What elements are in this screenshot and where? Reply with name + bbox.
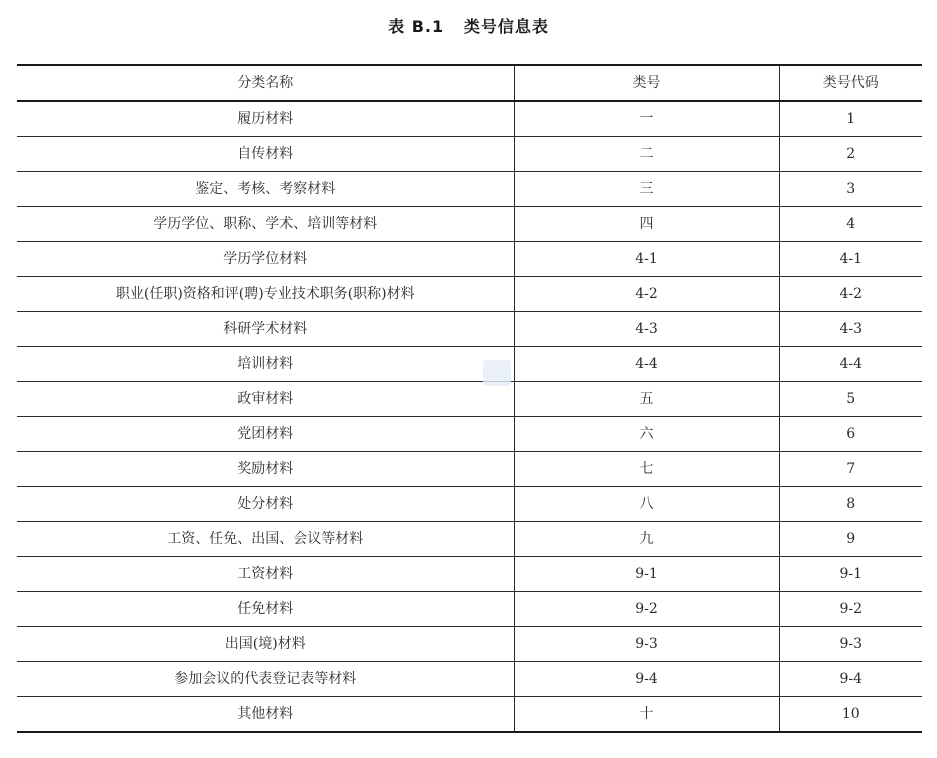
cell-class-code: 3 — [779, 172, 922, 207]
cell-class-number: 六 — [514, 417, 779, 452]
cell-class-code: 9 — [779, 522, 922, 557]
table-row — [17, 557, 922, 592]
table-body — [17, 101, 922, 732]
cell-class-number: 4-4 — [514, 347, 779, 382]
table-title: 表 B.1 类号信息表 — [388, 17, 549, 36]
cell-class-number: 九 — [514, 522, 779, 557]
cell-category-name: 政审材料 — [17, 382, 514, 417]
table-row — [17, 101, 922, 137]
cell-class-number: 一 — [514, 101, 779, 137]
table-row — [17, 172, 922, 207]
cell-class-number: 9-3 — [514, 627, 779, 662]
cell-category-name: 履历材料 — [17, 101, 514, 137]
cell-category-name: 科研学术材料 — [17, 312, 514, 347]
cell-class-code: 5 — [779, 382, 922, 417]
header-category-name: 分类名称 — [17, 65, 514, 101]
header-class-code: 类号代码 — [779, 65, 922, 101]
table-row — [17, 207, 922, 242]
cell-category-name: 奖励材料 — [17, 452, 514, 487]
cell-category-name: 自传材料 — [17, 137, 514, 172]
cell-class-number: 4-3 — [514, 312, 779, 347]
cell-class-code: 4-2 — [779, 277, 922, 312]
cell-class-number: 八 — [514, 487, 779, 522]
header-class-number: 类号 — [514, 65, 779, 101]
table-row — [17, 487, 922, 522]
cell-class-number: 9-1 — [514, 557, 779, 592]
cell-class-code: 4-4 — [779, 347, 922, 382]
cell-class-code: 9-2 — [779, 592, 922, 627]
cell-category-name: 党团材料 — [17, 417, 514, 452]
cell-class-code: 8 — [779, 487, 922, 522]
table-header-row — [17, 65, 922, 101]
category-info-table — [17, 64, 922, 733]
cell-class-code: 1 — [779, 101, 922, 137]
cell-class-number: 9-2 — [514, 592, 779, 627]
cell-category-name: 学历学位材料 — [17, 242, 514, 277]
table-row — [17, 627, 922, 662]
cell-class-number: 4-1 — [514, 242, 779, 277]
table-row — [17, 137, 922, 172]
table-row — [17, 277, 922, 312]
cell-class-code: 7 — [779, 452, 922, 487]
cell-category-name: 处分材料 — [17, 487, 514, 522]
cell-class-code: 6 — [779, 417, 922, 452]
cell-class-number: 四 — [514, 207, 779, 242]
cell-category-name: 参加会议的代表登记表等材料 — [17, 662, 514, 697]
cell-class-number: 4-2 — [514, 277, 779, 312]
table-row — [17, 697, 922, 733]
cell-class-code: 4 — [779, 207, 922, 242]
table-row — [17, 242, 922, 277]
cell-category-name: 鉴定、考核、考察材料 — [17, 172, 514, 207]
cell-class-code: 4-3 — [779, 312, 922, 347]
cell-category-name: 任免材料 — [17, 592, 514, 627]
cell-category-name: 出国(境)材料 — [17, 627, 514, 662]
table-row — [17, 592, 922, 627]
cell-class-number: 十 — [514, 697, 779, 733]
table-row — [17, 662, 922, 697]
table-row — [17, 382, 922, 417]
cell-category-name: 工资材料 — [17, 557, 514, 592]
table-row — [17, 522, 922, 557]
cell-class-code: 10 — [779, 697, 922, 733]
cell-class-code: 2 — [779, 137, 922, 172]
table-row — [17, 312, 922, 347]
table-row — [17, 452, 922, 487]
cell-class-number: 二 — [514, 137, 779, 172]
cell-category-name: 学历学位、职称、学术、培训等材料 — [17, 207, 514, 242]
cell-category-name: 职业(任职)资格和评(聘)专业技术职务(职称)材料 — [17, 277, 514, 312]
cell-class-code: 9-3 — [779, 627, 922, 662]
cell-class-number: 9-4 — [514, 662, 779, 697]
cell-class-code: 9-4 — [779, 662, 922, 697]
cell-class-code: 9-1 — [779, 557, 922, 592]
cell-category-name: 培训材料 — [17, 347, 514, 382]
cell-class-number: 七 — [514, 452, 779, 487]
cell-category-name: 其他材料 — [17, 697, 514, 733]
table-row — [17, 347, 922, 382]
table-row — [17, 417, 922, 452]
cell-category-name: 工资、任免、出国、会议等材料 — [17, 522, 514, 557]
cell-class-code: 4-1 — [779, 242, 922, 277]
cell-class-number: 三 — [514, 172, 779, 207]
cell-class-number: 五 — [514, 382, 779, 417]
watermark-logo — [483, 360, 511, 386]
